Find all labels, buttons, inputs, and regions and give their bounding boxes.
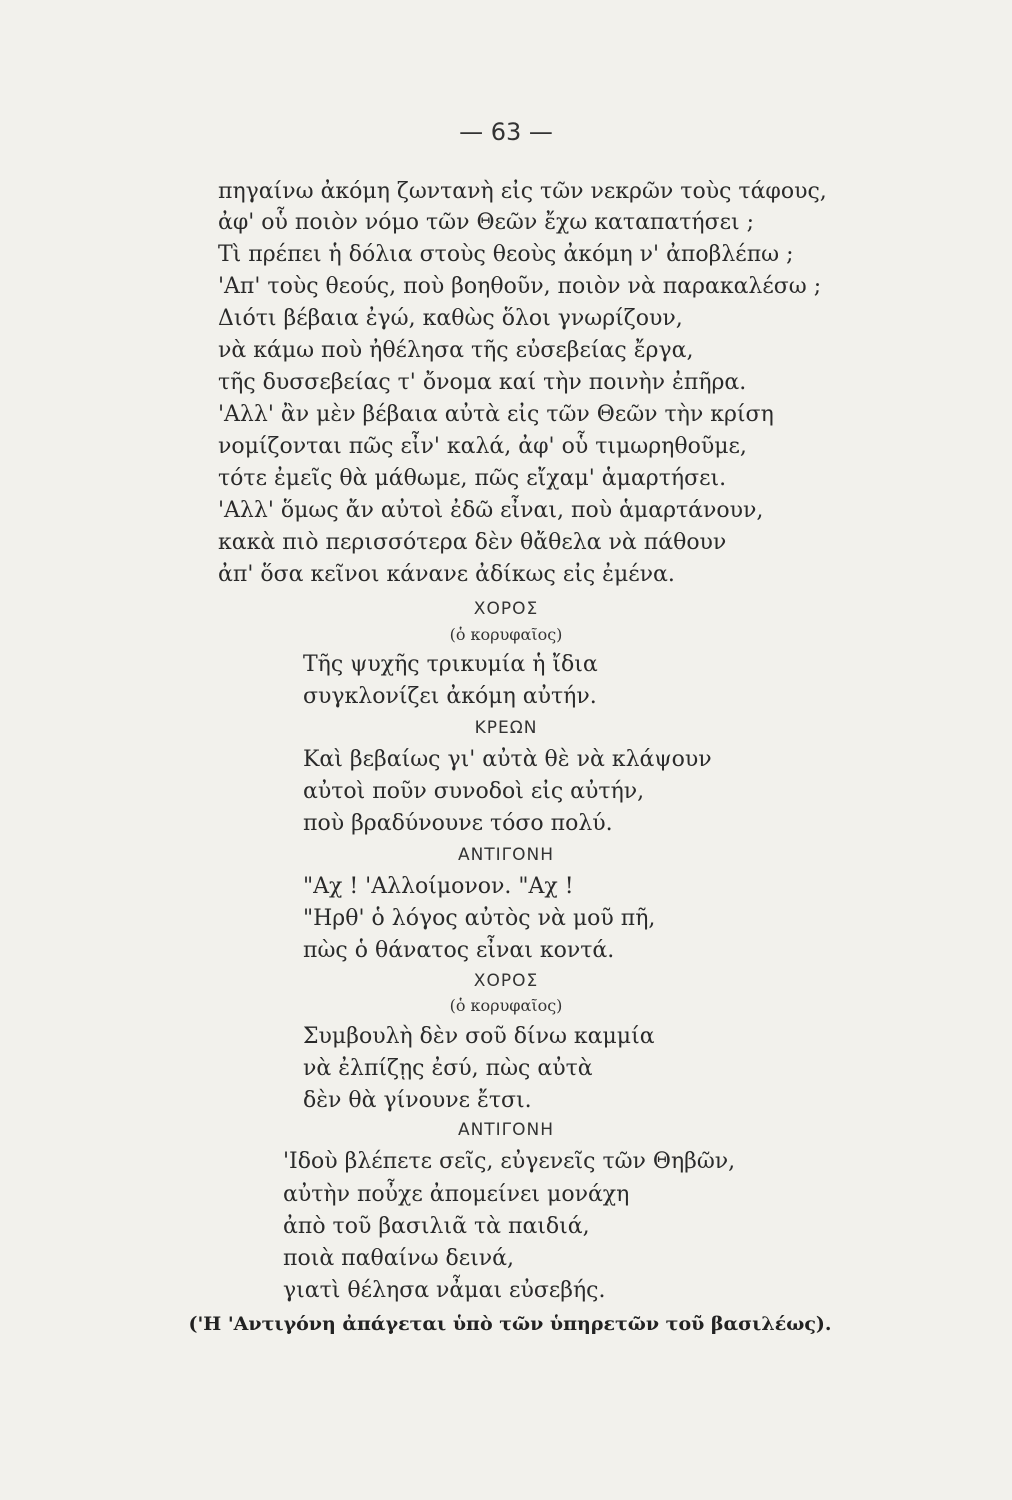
- verse-line: ἀπὸ τοῦ βασιλιᾶ τὰ παιδιά,: [283, 1214, 590, 1239]
- speaker-name: ΧΟΡΟΣ: [473, 599, 539, 619]
- verse-line: συγκλονίζει ἀκόμη αὐτήν.: [303, 684, 597, 709]
- final-stage-direction: ('Η 'Αντιγόνη ἀπάγεται ὑπὸ τῶν ὑπηρετῶν τοῦ βασιλέως).: [188, 1313, 832, 1335]
- speaker-name: ΧΟΡΟΣ: [473, 971, 539, 991]
- verse-line: αὐτὴν ποὖχε ἀπομείνει μονάχη: [283, 1182, 630, 1207]
- verse-line: "Ηρθ' ὁ λόγος αὐτὸς νὰ μοῦ πῆ,: [303, 906, 656, 931]
- verse-line: Τὶ πρέπει ἡ δόλια στοὺς θεοὺς ἀκόμη ν' ἀποβλέπω ;: [218, 242, 794, 267]
- stage-direction: (ὁ κορυφαῖος): [449, 996, 563, 1015]
- verse-line: ἀπ' ὅσα κεῖνοι κάνανε ἀδίκως εἰς ἐμένα.: [218, 562, 675, 587]
- verse-line: ποιὰ παθαίνω δεινά,: [283, 1246, 515, 1271]
- speaker-name: ΑΝΤΙΓΟΝΗ: [457, 845, 555, 865]
- stage-direction: (ὁ κορυφαῖος): [449, 625, 563, 644]
- verse-line: νομίζονται πῶς εἶν' καλά, ἀφ' οὗ τιμωρηθοῦμε,: [218, 434, 747, 459]
- verse-line: κακὰ πιὸ περισσότερα δὲν θἄθελα νὰ πάθουν: [218, 530, 727, 555]
- verse-line: νὰ κάμω ποὺ ἠθέλησα τῆς εὐσεβείας ἔργα,: [218, 338, 694, 363]
- verse-line: 'Αλλ' ὅμως ἄν αὐτοὶ ἐδῶ εἶναι, ποὺ ἁμαρτάνουν,: [218, 498, 764, 523]
- verse-line: τότε ἐμεῖς θὰ μάθωμε, πῶς εἴχαμ' ἁμαρτήσει.: [218, 466, 727, 491]
- verse-line: Διότι βέβαια ἐγώ, καθὼς ὅλοι γνωρίζουν,: [218, 306, 683, 331]
- verse-line: "Αχ ! 'Αλλοίμονον. "Αχ !: [303, 874, 574, 899]
- verse-line: 'Ιδοὺ βλέπετε σεῖς, εὐγενεῖς τῶν Θηβῶν,: [283, 1149, 736, 1174]
- verse-line: ἀφ' οὗ ποιὸν νόμο τῶν Θεῶν ἔχω καταπατήσει ;: [218, 210, 755, 235]
- page-number: — 63 —: [459, 118, 553, 146]
- verse-line: πηγαίνω ἀκόμη ζωντανὴ εἰς τῶν νεκρῶν τοὺς τάφους,: [218, 179, 827, 204]
- verse-line: αὐτοὶ ποῦν συνοδοὶ εἰς αὐτήν,: [303, 779, 645, 804]
- verse-line: ποὺ βραδύνουνε τόσο πολύ.: [303, 811, 613, 836]
- verse-line: Τῆς ψυχῆς τρικυμία ἡ ἴδια: [303, 652, 598, 677]
- verse-line: νὰ ἐλπίζῃς ἐσύ, πὼς αὐτὰ: [303, 1056, 593, 1081]
- verse-line: Καὶ βεβαίως γι' αὐτὰ θὲ νὰ κλάψουν: [303, 747, 712, 772]
- verse-line: δὲν θὰ γίνουνε ἔτσι.: [303, 1088, 532, 1113]
- verse-line: 'Αλλ' ἂν μὲν βέβαια αὐτὰ εἰς τῶν Θεῶν τὴν κρίση: [218, 402, 774, 427]
- verse-line: 'Απ' τοὺς θεούς, ποὺ βοηθοῦν, ποιὸν νὰ παρακαλέσω ;: [218, 274, 822, 299]
- verse-line: γιατὶ θέλησα νἆμαι εὐσεβής.: [283, 1278, 606, 1303]
- speaker-name: ΚΡΕΩΝ: [474, 718, 538, 738]
- verse-line: Συμβουλὴ δὲν σοῦ δίνω καμμία: [303, 1024, 655, 1049]
- verse-line: τῆς δυσσεβείας τ' ὄνομα καί τὴν ποινὴν ἐπῆρα.: [218, 370, 747, 395]
- verse-line: πὼς ὁ θάνατος εἶναι κοντά.: [303, 938, 615, 963]
- speaker-name: ΑΝΤΙΓΟΝΗ: [457, 1120, 555, 1140]
